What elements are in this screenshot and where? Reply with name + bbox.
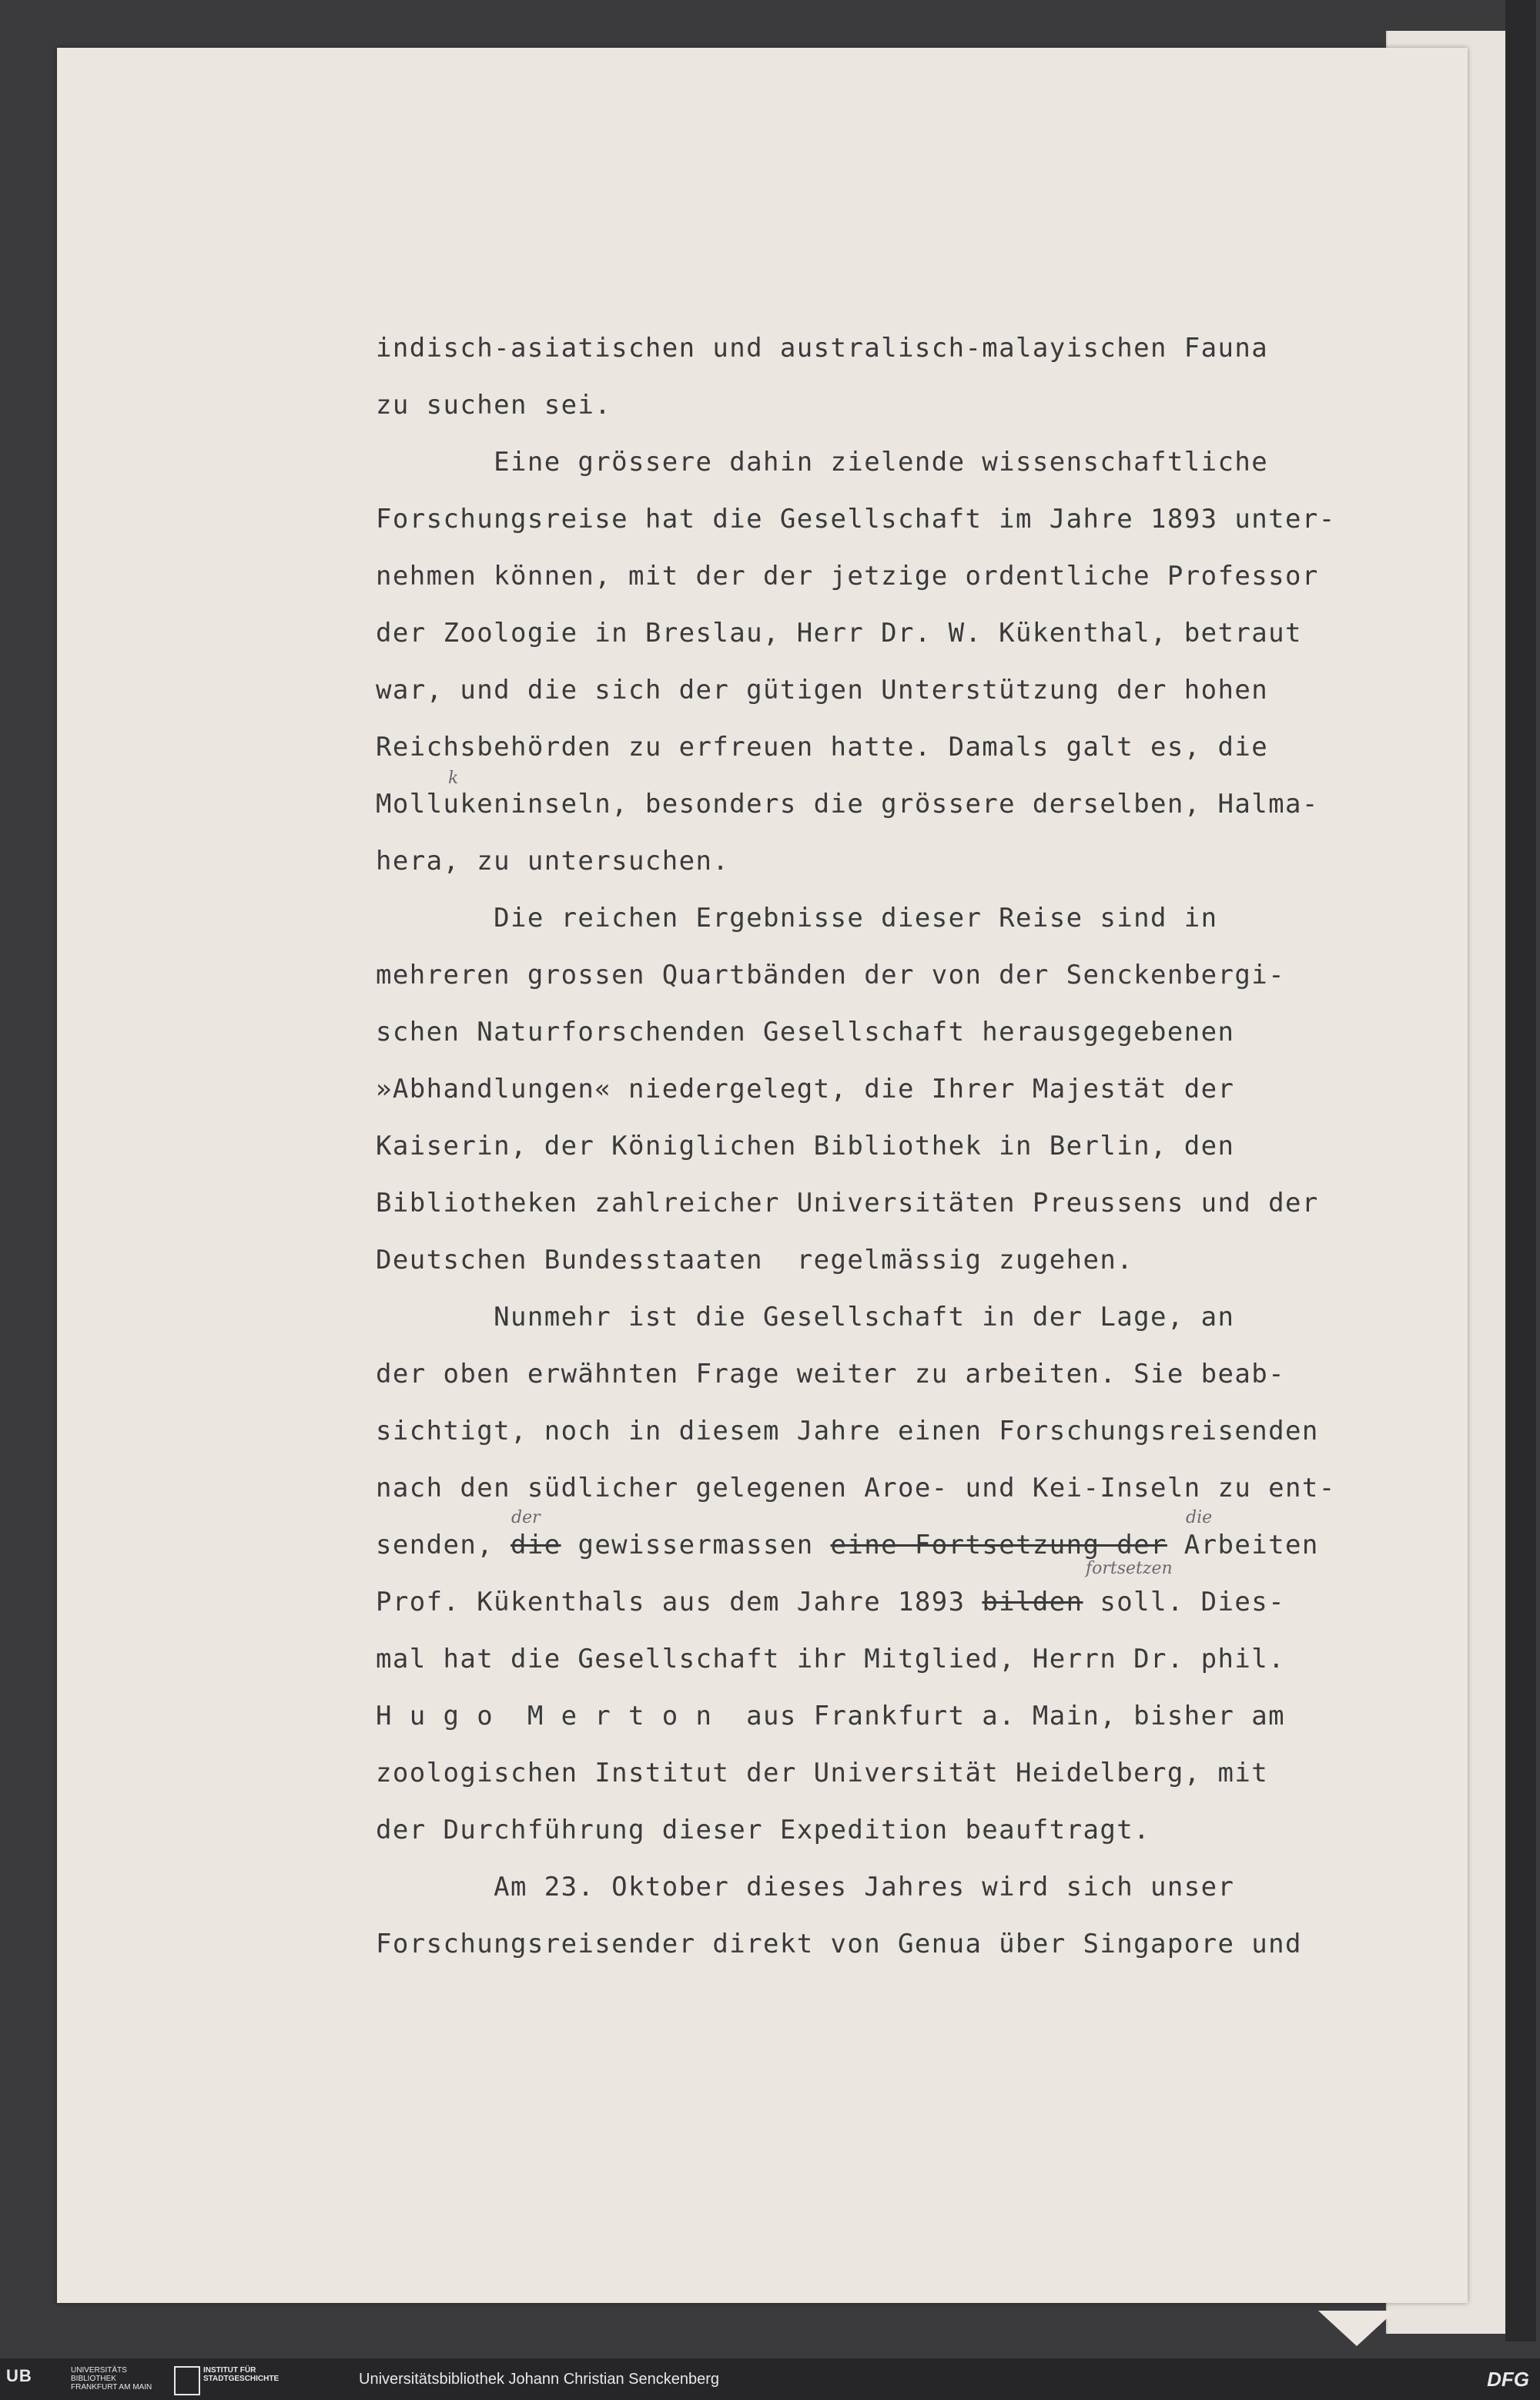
text-line: Reichsbehörden zu erfreuen hatte. Damals galt es, die	[376, 732, 1269, 763]
text-line: der Zoologie in Breslau, Herr Dr. W. Kükenthal, betraut	[376, 618, 1302, 649]
document-page	[57, 48, 1468, 2303]
text-line: Die reichen Ergebnisse dieser Reise sind in	[376, 903, 1218, 934]
text-line: mal hat die Gesellschaft ihr Mitglied, Herrn Dr. phil.	[376, 1644, 1285, 1674]
text-line-corrected	[376, 1530, 1319, 1560]
handwritten-below-bilden: fortsetzen	[1086, 1559, 1173, 1578]
dfg-logo[interactable]: DFG	[1487, 2368, 1529, 2391]
struck-phrase: eine Fortsetzung der	[830, 1530, 1167, 1560]
text-line: »Abhandlungen« niedergelegt, die Ihrer Majestät der	[376, 1074, 1235, 1104]
text-line: mehreren grossen Quartbänden der von der Senckenbergi-	[376, 960, 1285, 991]
text-line-corrected	[376, 1587, 1285, 1617]
text-line: zoologischen Institut der Universität Heidelberg, mit	[376, 1758, 1269, 1788]
text-line: Am 23. Oktober dieses Jahres wird sich unser	[376, 1872, 1235, 1902]
text-line: Eine grössere dahin zielende wissenschaftliche	[376, 447, 1269, 478]
text-line: zu suchen sei.	[376, 390, 612, 421]
text-line: nehmen können, mit der der jetzige ordentliche Professor	[376, 561, 1319, 592]
handwritten-above-der: die	[1186, 1508, 1213, 1527]
footer-bar	[0, 2358, 1540, 2400]
text-line: indisch-asiatischen und australisch-malayischen Fauna	[376, 333, 1269, 364]
text-line: Forschungsreise hat die Gesellschaft im Jahre 1893 unter-	[376, 504, 1336, 535]
text-line: Deutschen Bundesstaaten regelmässig zugehen.	[376, 1245, 1134, 1275]
struck-word: bilden	[982, 1587, 1083, 1617]
text-line: der oben erwähnten Frage weiter zu arbeiten. Sie beab-	[376, 1359, 1285, 1389]
text-line: Nunmehr ist die Gesellschaft in der Lage, an	[376, 1302, 1235, 1332]
text-line: nach den südlicher gelegenen Aroe- und Kei-Inseln zu ent-	[376, 1473, 1336, 1503]
institute-logo-subtitle: INSTITUT FÜR STADTGESCHICHTE	[203, 2366, 280, 2383]
handwritten-above-die: der	[511, 1508, 541, 1527]
institute-logo-icon[interactable]	[174, 2366, 200, 2395]
text-line: Kaiserin, der Königlichen Bibliothek in Berlin, den	[376, 1131, 1235, 1161]
page-tab-marker	[1318, 2311, 1395, 2346]
library-name: Universitätsbibliothek Johann Christian Senckenberg	[359, 2371, 720, 2388]
text-line: Mollukeninseln, besonders die grössere derselben, Halma-	[376, 789, 1319, 820]
text-line: hera, zu untersuchen.	[376, 846, 730, 877]
text-segment: senden,	[376, 1530, 511, 1560]
text-segment: Arbeiten	[1167, 1530, 1319, 1560]
text-line: war, und die sich der gütigen Unterstützung der hohen	[376, 675, 1269, 706]
handwritten-k-correction: k	[448, 769, 459, 788]
text-segment: gewissermassen	[561, 1530, 831, 1560]
text-line: Bibliotheken zahlreicher Universitäten Preussens und der	[376, 1188, 1319, 1218]
text-line: H u g o M e r t o n aus Frankfurt a. Main, bisher am	[376, 1701, 1285, 1731]
text-line: Forschungsreisender direkt von Genua über Singapore und	[376, 1929, 1302, 1959]
text-line: der Durchführung dieser Expedition beauftragt.	[376, 1815, 1151, 1845]
text-line: sichtigt, noch in diesem Jahre einen Forschungsreisenden	[376, 1416, 1319, 1446]
ub-logo[interactable]: UB	[6, 2366, 32, 2385]
text-segment: soll. Dies-	[1083, 1587, 1285, 1617]
scan-edge	[1505, 0, 1536, 2341]
struck-word: die	[510, 1530, 561, 1560]
text-segment: Prof. Kükenthals aus dem Jahre 1893	[376, 1587, 983, 1617]
ub-logo-subtitle: UNIVERSITÄTS BIBLIOTHEK FRANKFURT AM MAIN	[71, 2366, 152, 2392]
text-line: schen Naturforschenden Gesellschaft herausgegebenen	[376, 1017, 1235, 1047]
